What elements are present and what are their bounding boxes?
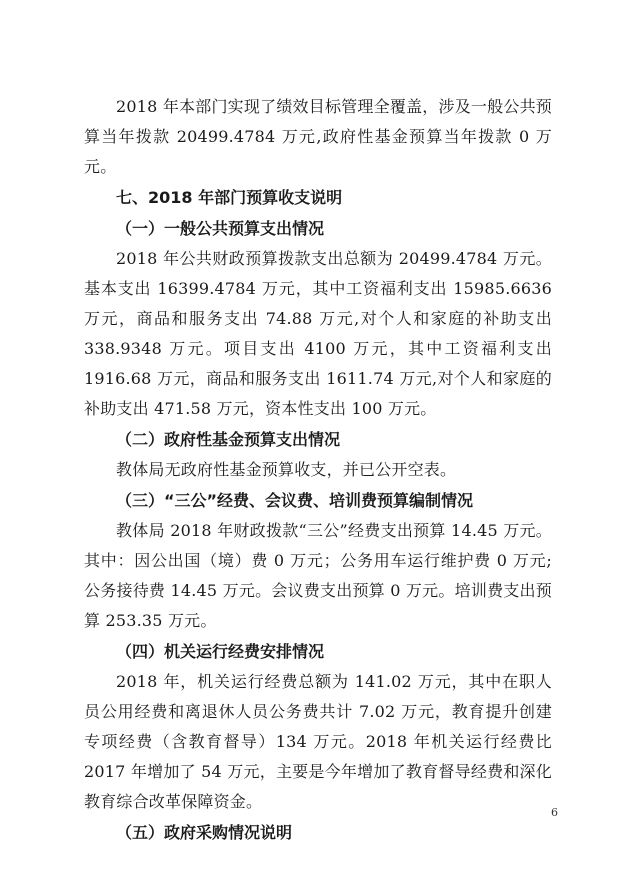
subheading-government-fund-budget: （二）政府性基金预算支出情况	[116, 430, 341, 449]
section-heading-budget-explanation: 七、2018 年部门预算收支说明	[116, 188, 343, 207]
subheading-general-public-budget: （一）一般公共预算支出情况	[116, 219, 325, 238]
paragraph-operating-expenses: 2018 年，机关运行经费总额为 141.02 万元，其中在职人员公用经费和离退休人员公务费共计 7.02 万元，教育提升创建专项经费（含教育督导）134 万元。2018 年机关运行经费比 2017 年增加了 54 万元，主要是今年增加了教育督导经费和深化教育综合改革保障资金。	[84, 672, 552, 811]
paragraph-general-public-budget: 2018 年公共财政预算拨款支出总额为 20499.4784 万元。基本支出 16399.4784 万元，其中工资福利支出 15985.6636 万元，商品和服务支出 74.88 万元,对个人和家庭的补助支出 338.9348 万元。项目支出 4100 万元，其中工资福利支出 1916.68 万元，商品和服务支出 1611.74 万元,对个人和家庭的补助支出 471.58 万元，资本性支出 100 万元。	[84, 249, 552, 418]
page-number: 6	[551, 806, 558, 819]
subheading-government-procurement: （五）政府采购情况说明	[116, 823, 293, 842]
paragraph-three-public-expenses: 教体局 2018 年财政拨款“三公”经费支出预算 14.45 万元。其中：因公出国（境）费 0 万元；公务用车运行维护费 0 万元;公务接待费 14.45 万元。会议费支出预算 0 万元。培训费支出预算 253.35 万元。	[84, 521, 552, 630]
subheading-three-public-expenses: （三）“三公”经费、会议费、培训费预算编制情况	[116, 491, 474, 510]
paragraph-performance-coverage: 2018 年本部门实现了绩效目标管理全覆盖，涉及一般公共预算当年拨款 20499.4784 万元,政府性基金预算当年拨款 0 万元。	[84, 97, 552, 176]
document-body	[84, 92, 552, 848]
subheading-operating-expenses: （四）机关运行经费安排情况	[116, 642, 325, 661]
paragraph-government-fund-budget: 教体局无政府性基金预算收支，并已公开空表。	[116, 460, 457, 479]
